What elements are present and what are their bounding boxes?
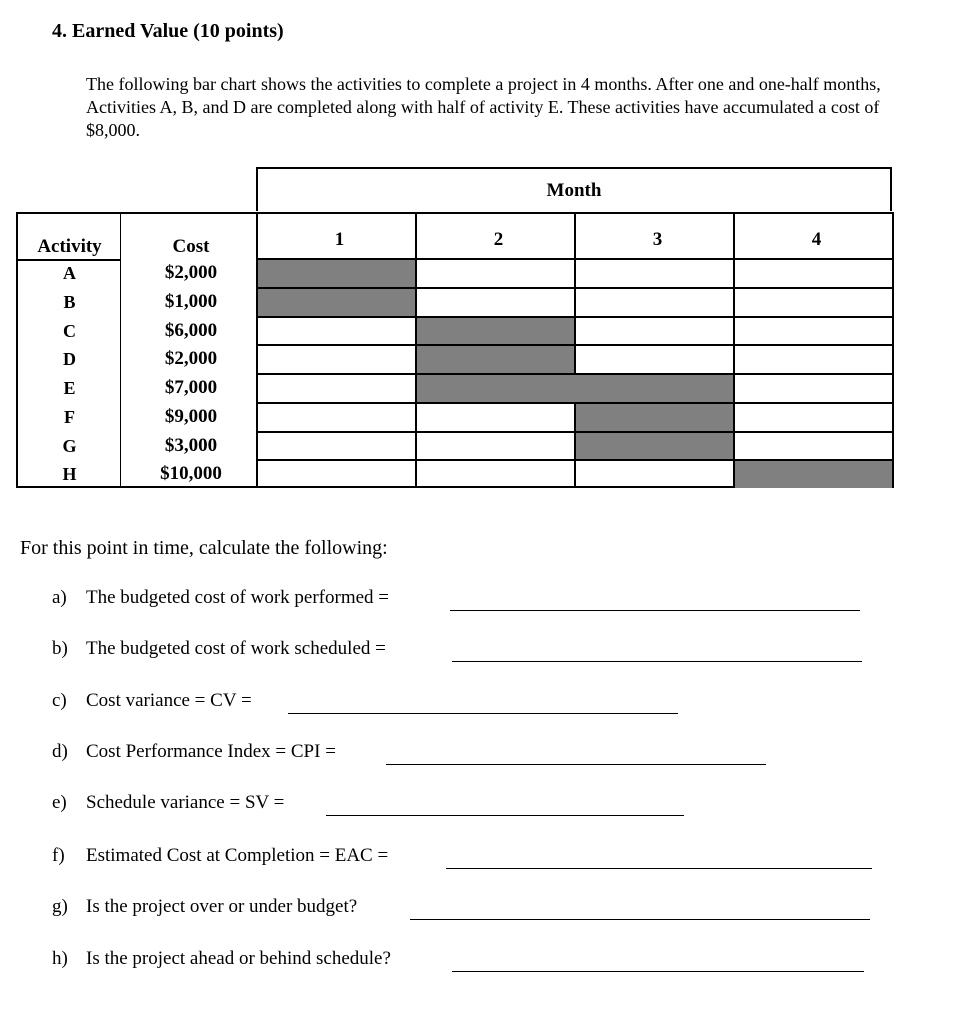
activity-label: F bbox=[64, 406, 75, 427]
answer-blank[interactable] bbox=[450, 610, 860, 611]
activity-bar-f bbox=[576, 404, 733, 431]
question-text: Cost Performance Index = CPI = bbox=[86, 741, 336, 762]
question-text: Cost variance = CV = bbox=[86, 690, 252, 711]
intro-paragraph: The following bar chart shows the activities to complete a project in 4 months. After one and one-half months, Activities A, B, and D are completed along with half of activity E. These activities have accumulated a cost of $8,000. bbox=[86, 74, 881, 140]
answer-blank[interactable] bbox=[452, 661, 862, 662]
activity-cost: $10,000 bbox=[160, 463, 222, 485]
question-item bbox=[52, 741, 336, 763]
question-letter: c) bbox=[52, 690, 67, 711]
grid-hline bbox=[258, 431, 892, 433]
activity-bar-e bbox=[417, 375, 733, 402]
activity-cost: $7,000 bbox=[164, 377, 218, 398]
activity-cost: $2,000 bbox=[164, 348, 218, 370]
activity-label: H bbox=[62, 464, 77, 485]
question-item bbox=[52, 690, 252, 712]
gantt-grid bbox=[16, 212, 894, 488]
question-text: The budgeted cost of work performed = bbox=[86, 587, 390, 608]
activity-label: B bbox=[63, 291, 76, 312]
activity-cost: $3,000 bbox=[164, 434, 218, 456]
answer-blank[interactable] bbox=[288, 713, 678, 714]
question-letter: e) bbox=[52, 792, 67, 813]
question-item bbox=[52, 896, 357, 918]
answer-blank[interactable] bbox=[386, 764, 766, 765]
question-letter: d) bbox=[52, 741, 68, 762]
question-item bbox=[52, 845, 388, 867]
question-letter: b) bbox=[52, 638, 68, 659]
activity-cost: $1,000 bbox=[164, 290, 218, 312]
activity-cost: $6,000 bbox=[164, 319, 218, 341]
month-1-header: 1 bbox=[334, 229, 345, 250]
activity-label: A bbox=[63, 263, 76, 283]
month-3-header: 3 bbox=[652, 229, 663, 250]
activity-label: C bbox=[63, 320, 76, 341]
question-text: Is the project over or under budget? bbox=[86, 896, 358, 917]
month-header-box bbox=[256, 167, 892, 211]
activity-label: D bbox=[63, 349, 76, 370]
grid-hline bbox=[258, 402, 892, 404]
activity-bar-c bbox=[417, 318, 574, 345]
activity-bar-b bbox=[258, 289, 415, 316]
answer-blank[interactable] bbox=[410, 919, 870, 920]
grid-vline bbox=[733, 214, 735, 486]
question-letter: h) bbox=[52, 948, 68, 969]
activity-bar-d bbox=[417, 346, 574, 373]
month-header: Month bbox=[546, 180, 602, 201]
question-letter: a) bbox=[52, 587, 67, 608]
activity-bar-h bbox=[735, 461, 892, 488]
question-heading: 4. Earned Value (10 points) bbox=[52, 20, 284, 42]
question-letter: f) bbox=[52, 845, 65, 866]
activity-cost: $9,000 bbox=[164, 405, 218, 427]
cost-column-header: Cost bbox=[172, 236, 210, 257]
question-text: Schedule variance = SV = bbox=[86, 792, 285, 813]
answer-blank[interactable] bbox=[452, 971, 864, 972]
question-item bbox=[52, 792, 284, 814]
activity-cost: $2,000 bbox=[164, 262, 218, 283]
question-item bbox=[52, 638, 386, 660]
month-2-header: 2 bbox=[493, 229, 504, 250]
activity-label: E bbox=[63, 378, 76, 398]
activity-bar-g bbox=[576, 433, 733, 460]
question-item bbox=[52, 948, 391, 970]
grid-hline bbox=[258, 316, 892, 318]
question-text: The budgeted cost of work scheduled = bbox=[86, 638, 386, 659]
question-item bbox=[52, 587, 389, 609]
activity-column-header: Activity bbox=[37, 236, 102, 257]
gantt-chart bbox=[16, 167, 894, 488]
answer-blank[interactable] bbox=[326, 815, 684, 816]
activity-bar-a bbox=[258, 260, 415, 287]
question-text: Estimated Cost at Completion = EAC = bbox=[86, 845, 389, 866]
question-text: Is the project ahead or behind schedule? bbox=[86, 948, 391, 969]
question-letter: g) bbox=[52, 896, 68, 917]
activity-label: G bbox=[62, 435, 77, 456]
activity-header-underline bbox=[18, 259, 121, 261]
month-4-header: 4 bbox=[811, 229, 822, 250]
questions-prompt: For this point in time, calculate the following: bbox=[20, 537, 388, 559]
grid-hline bbox=[258, 344, 892, 346]
answer-blank[interactable] bbox=[446, 868, 872, 869]
